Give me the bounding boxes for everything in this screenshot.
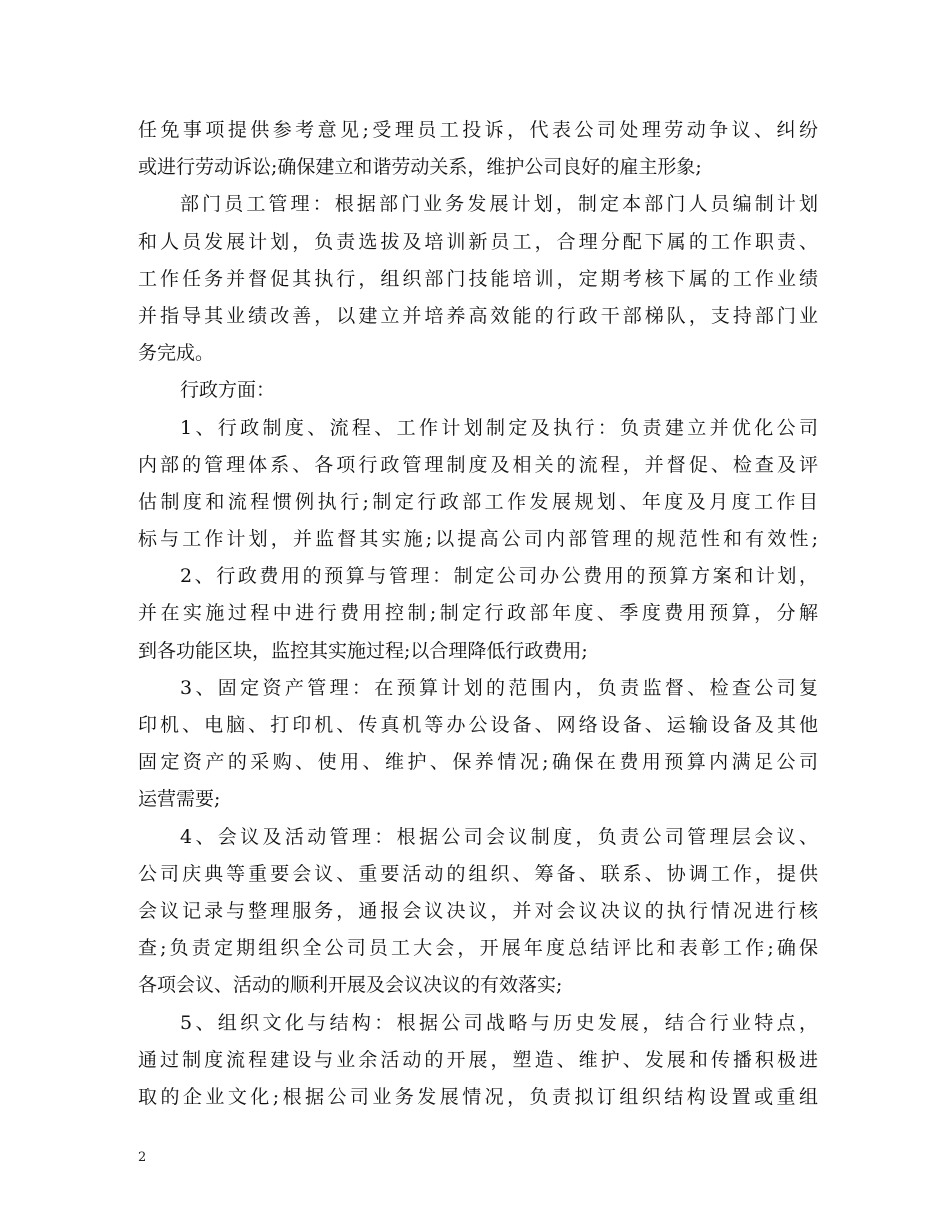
- text-line: 印机、电脑、打印机、传真机等办公设备、网络设备、运输设备及其他: [138, 714, 818, 736]
- text-line: 估制度和流程惯例执行;制定行政部工作发展规划、年度及月度工作目: [138, 490, 818, 513]
- text-line: 行政方面：: [180, 379, 276, 402]
- text-line: 并指导其业绩改善，以建立并培养高效能的行政干部梯队，支持部门业: [138, 304, 818, 327]
- text-line: 标与工作计划，并监督其实施;以提高公司内部管理的规范性和有效性;: [138, 528, 818, 551]
- text-line: 内部的管理体系、各项行政管理制度及相关的流程，并督促、检查及评: [138, 453, 818, 476]
- text-line: 到各功能区块，监控其实施过程;以合理降低行政费用;: [138, 639, 588, 662]
- text-line: 取的企业文化;根据公司业务发展情况，负责拟订组织结构设置或重组: [138, 1085, 818, 1108]
- text-line: 5、组织文化与结构：根据公司战略与历史发展，结合行业特点，: [180, 1011, 818, 1034]
- text-line: 4、会议及活动管理：根据公司会议制度，负责公司管理层会议、: [180, 825, 818, 848]
- text-line: 任免事项提供参考意见;受理员工投诉，代表公司处理劳动争议、纠纷: [138, 119, 818, 141]
- text-line: 会议记录与整理服务，通报会议决议，并对会议决议的执行情况进行核: [138, 899, 818, 922]
- text-line: 工作任务并督促其执行，组织部门技能培训，定期考核下属的工作业绩: [138, 267, 818, 290]
- text-line: 2、行政费用的预算与管理：制定公司办公费用的预算方案和计划，: [180, 565, 818, 588]
- text-line: 3、固定资产管理：在预算计划的范围内，负责监督、检查公司复: [180, 676, 818, 699]
- text-line: 通过制度流程建设与业余活动的开展，塑造、维护、发展和传播积极进: [138, 1048, 818, 1071]
- text-line: 务完成。: [138, 342, 215, 365]
- document-body: [138, 112, 818, 1116]
- text-line: 并在实施过程中进行费用控制;制定行政部年度、季度费用预算，分解: [138, 602, 818, 625]
- text-line: 公司庆典等重要会议、重要活动的组织、筹备、联系、协调工作，提供: [138, 862, 818, 885]
- text-line: 1、行政制度、流程、工作计划制定及执行：负责建立并优化公司: [180, 416, 818, 439]
- page-number: 2: [138, 1150, 147, 1165]
- text-line: 各项会议、活动的顺利开展及会议决议的有效落实;: [138, 974, 563, 997]
- text-line: 部门员工管理：根据部门业务发展计划，制定本部门人员编制计划: [180, 193, 818, 216]
- text-line: 运营需要;: [138, 788, 221, 811]
- text-line: 和人员发展计划，负责选拔及培训新员工，合理分配下属的工作职责、: [138, 230, 818, 253]
- text-line: 固定资产的采购、使用、维护、保养情况;确保在费用预算内满足公司: [138, 751, 818, 774]
- text-line: 或进行劳动诉讼;确保建立和谐劳动关系，维护公司良好的雇主形象;: [138, 156, 702, 179]
- text-line: 查;负责定期组织全公司员工大会，开展年度总结评比和表彰工作;确保: [138, 937, 818, 960]
